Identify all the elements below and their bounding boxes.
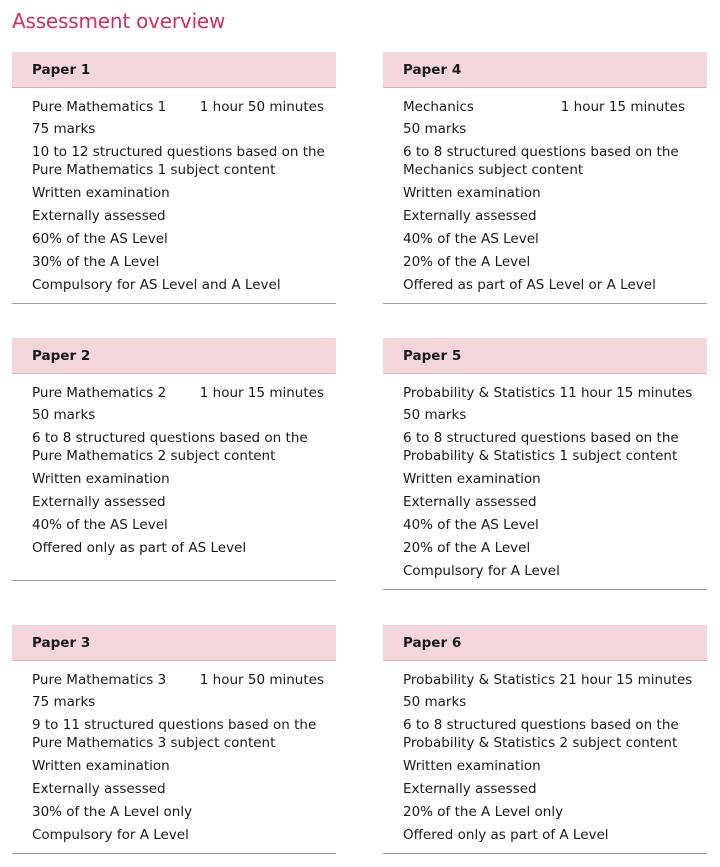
paper-card [12, 338, 336, 581]
paper-duration: 1 hour 15 minutes [568, 672, 693, 688]
paper-name: Pure Mathematics 3 [32, 672, 167, 688]
paper-header-label: Paper 4 [403, 61, 462, 78]
paper-questions-line: 6 to 8 structured questions based on the [403, 717, 679, 733]
paper-body [383, 661, 707, 853]
paper-card [12, 625, 336, 854]
paper-questions-line: 10 to 12 structured questions based on the [32, 144, 325, 160]
paper-detail: 40% of the AS Level [403, 517, 539, 533]
paper-exam-type: Written examination [403, 471, 541, 487]
paper-body [12, 374, 336, 580]
paper-assessment: Externally assessed [32, 208, 166, 224]
paper-questions [403, 143, 699, 179]
paper-questions-line: 6 to 8 structured questions based on the [403, 144, 679, 160]
paper-questions-line: 6 to 8 structured questions based on the [403, 430, 679, 446]
paper-questions-line: Pure Mathematics 2 subject content [32, 448, 276, 464]
paper-detail: 20% of the A Level [403, 540, 531, 556]
page-title: Assessment overview [12, 9, 226, 33]
paper-assessment: Externally assessed [403, 494, 537, 510]
paper-exam-type: Written examination [403, 758, 541, 774]
paper-questions-line: 6 to 8 structured questions based on the [32, 430, 308, 446]
paper-detail: 20% of the A Level [403, 254, 531, 270]
paper-duration: 1 hour 50 minutes [199, 99, 324, 115]
paper-questions [403, 429, 699, 465]
paper-name: Mechanics [403, 99, 474, 115]
paper-body [383, 374, 707, 589]
paper-questions [403, 716, 699, 752]
paper-questions-line: Probability & Statistics 2 subject content [403, 735, 678, 751]
paper-duration: 1 hour 15 minutes [568, 385, 693, 401]
paper-header-label: Paper 3 [32, 634, 91, 651]
paper-marks: 50 marks [403, 407, 467, 423]
paper-marks: 75 marks [32, 694, 96, 710]
paper-marks: 50 marks [403, 694, 467, 710]
paper-title-row [403, 98, 699, 116]
paper-card [383, 52, 707, 304]
paper-marks: 50 marks [32, 407, 96, 423]
paper-header [383, 52, 707, 88]
paper-detail: Offered only as part of A Level [403, 827, 609, 843]
paper-card [383, 338, 707, 590]
paper-exam-type: Written examination [32, 758, 170, 774]
paper-name: Probability & Statistics 1 [403, 385, 569, 401]
paper-assessment: Externally assessed [403, 781, 537, 797]
paper-questions-line: 9 to 11 structured questions based on the [32, 717, 317, 733]
paper-assessment: Externally assessed [32, 494, 166, 510]
paper-header-label: Paper 5 [403, 347, 462, 364]
paper-name: Pure Mathematics 2 [32, 385, 167, 401]
paper-detail: Compulsory for A Level [403, 563, 560, 579]
paper-questions-line: Pure Mathematics 3 subject content [32, 735, 276, 751]
paper-duration: 1 hour 15 minutes [560, 99, 685, 115]
paper-exam-type: Written examination [403, 185, 541, 201]
paper-body [12, 88, 336, 303]
paper-duration: 1 hour 50 minutes [199, 672, 324, 688]
paper-assessment: Externally assessed [32, 781, 166, 797]
paper-exam-type: Written examination [32, 185, 170, 201]
paper-marks: 50 marks [403, 121, 467, 137]
paper-exam-type: Written examination [32, 471, 170, 487]
paper-title-row [32, 98, 328, 116]
paper-detail: 30% of the A Level only [32, 804, 193, 820]
paper-detail: Compulsory for AS Level and A Level [32, 277, 281, 293]
paper-questions-line: Probability & Statistics 1 subject content [403, 448, 678, 464]
paper-detail: 40% of the AS Level [403, 231, 539, 247]
paper-header [383, 625, 707, 661]
paper-detail: 30% of the A Level [32, 254, 160, 270]
paper-body [383, 88, 707, 303]
paper-body [12, 661, 336, 853]
paper-card [383, 625, 707, 854]
paper-header-label: Paper 1 [32, 61, 91, 78]
paper-detail: Compulsory for A Level [32, 827, 189, 843]
paper-questions [32, 429, 328, 465]
paper-detail: Offered as part of AS Level or A Level [403, 277, 656, 293]
paper-header [12, 625, 336, 661]
paper-name: Probability & Statistics 2 [403, 672, 569, 688]
paper-card [12, 52, 336, 304]
paper-title-row [32, 384, 328, 402]
paper-title-row [32, 671, 328, 689]
paper-detail: Offered only as part of AS Level [32, 540, 247, 556]
paper-header [12, 52, 336, 88]
paper-header [12, 338, 336, 374]
paper-name: Pure Mathematics 1 [32, 99, 167, 115]
paper-questions [32, 143, 328, 179]
paper-questions [32, 716, 328, 752]
paper-questions-line: Pure Mathematics 1 subject content [32, 162, 276, 178]
paper-marks: 75 marks [32, 121, 96, 137]
paper-detail: 60% of the AS Level [32, 231, 168, 247]
paper-duration: 1 hour 15 minutes [199, 385, 324, 401]
paper-assessment: Externally assessed [403, 208, 537, 224]
paper-header-label: Paper 6 [403, 634, 462, 651]
paper-title-row [403, 671, 699, 689]
paper-title-row [403, 384, 699, 402]
paper-detail: 20% of the A Level only [403, 804, 564, 820]
paper-header [383, 338, 707, 374]
paper-questions-line: Mechanics subject content [403, 162, 584, 178]
paper-detail: 40% of the AS Level [32, 517, 168, 533]
paper-header-label: Paper 2 [32, 347, 91, 364]
